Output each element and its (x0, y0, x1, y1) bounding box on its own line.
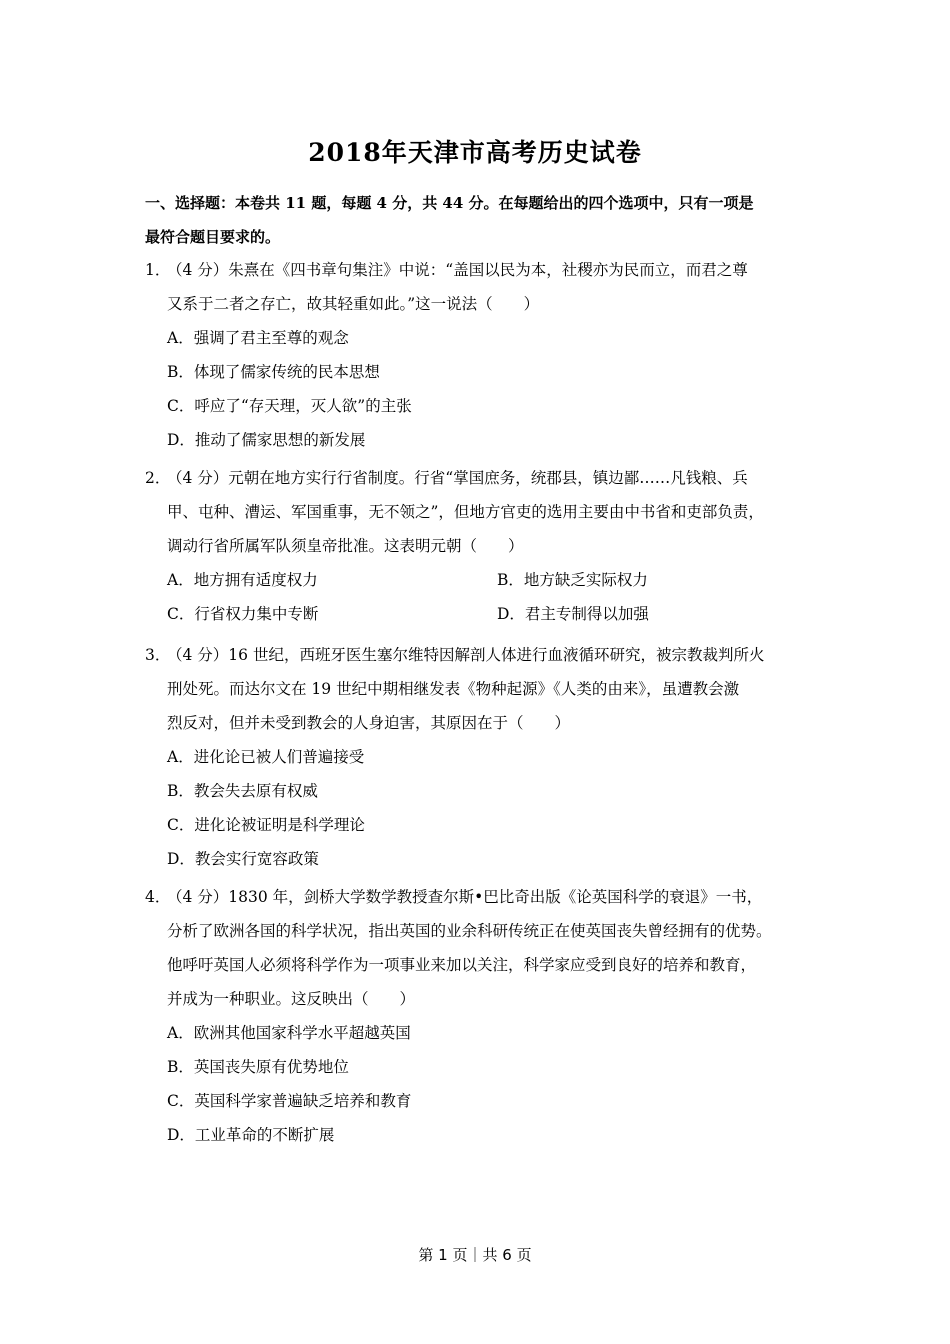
page-title: 2018年天津市高考历史试卷 (308, 138, 642, 167)
option-d: D．君主专制得以加强 (497, 605, 649, 623)
stem-line: 又系于二者之存亡，故其轻重如此。”这一说法（ ） (167, 295, 540, 313)
question-stem (167, 253, 835, 321)
option-c: C．英国科学家普遍缺乏培养和教育 (167, 1092, 412, 1110)
question-stem (167, 638, 835, 740)
option-b: B．教会失去原有权威 (167, 782, 318, 800)
option-a: A．强调了君主至尊的观念 (167, 329, 349, 347)
option-row (167, 563, 835, 597)
option-c: C．行省权力集中专断 (167, 605, 319, 623)
option-c: C．进化论被证明是科学理论 (167, 816, 365, 834)
stem-line: （4 分）元朝在地方实行行省制度。行省“掌国庶务，统郡县，镇边鄙……凡钱粮、兵 (167, 469, 748, 487)
option-d: D．推动了儒家思想的新发展 (167, 431, 366, 449)
stem-line: 他呼吁英国人必须将科学作为一项事业来加以关注，科学家应受到良好的培养和教育， (167, 956, 757, 974)
section-heading-line-2: 最符合题目要求的。 (145, 228, 281, 246)
question-2 (145, 461, 835, 631)
option-c: C．呼应了“存天理，灭人欲”的主张 (167, 397, 412, 415)
stem-line: 调动行省所属军队须皇帝批准。这表明元朝（ ） (167, 537, 524, 555)
question-number: 1． (145, 261, 171, 279)
stem-line: 烈反对，但并未受到教会的人身迫害，其原因在于（ ） (167, 714, 571, 732)
options (167, 563, 835, 631)
question-number: 2． (145, 469, 171, 487)
option-a: A．欧洲其他国家科学水平超越英国 (167, 1024, 411, 1042)
question-stem (167, 461, 835, 563)
option-d: D．工业革命的不断扩展 (167, 1126, 335, 1144)
option-b: B．英国丧失原有优势地位 (167, 1058, 349, 1076)
options (167, 740, 835, 876)
page-footer: 第 1 页｜共 6 页 (418, 1246, 532, 1264)
question-3 (145, 638, 835, 876)
section-heading (145, 186, 825, 254)
stem-line: 并成为一种职业。这反映出（ ） (167, 990, 416, 1008)
options (167, 321, 835, 457)
stem-line: （4 分）朱熹在《四书章句集注》中说：“盖国以民为本，社稷亦为民而立，而君之尊 (167, 261, 748, 279)
question-number: 4． (145, 888, 171, 906)
stem-line: 分析了欧洲各国的科学状况，指出英国的业余科研传统正在使英国丧失曾经拥有的优势。 (167, 922, 772, 940)
question-1 (145, 253, 835, 457)
stem-line: （4 分）1830 年，剑桥大学数学教授查尔斯•巴比奇出版《论英国科学的衰退》一书， (167, 888, 763, 906)
stem-line: （4 分）16 世纪，西班牙医生塞尔维特因解剖人体进行血液循环研究，被宗教裁判所火 (167, 646, 765, 664)
option-d: D．教会实行宽容政策 (167, 850, 319, 868)
question-stem (167, 880, 835, 1016)
options (167, 1016, 835, 1152)
option-a: A．地方拥有适度权力 (167, 571, 318, 589)
question-number: 3． (145, 646, 171, 664)
stem-line: 刑处死。而达尔文在 19 世纪中期相继发表《物种起源》《人类的由来》，虽遭教会激 (167, 680, 740, 698)
stem-line: 甲、屯种、漕运、军国重事，无不领之”，但地方官吏的选用主要由中书省和吏部负责， (167, 503, 764, 521)
option-b: B．体现了儒家传统的民本思想 (167, 363, 380, 381)
option-b: B．地方缺乏实际权力 (497, 571, 648, 589)
section-heading-line-1: 一、选择题：本卷共 11 题，每题 4 分，共 44 分。在每题给出的四个选项中，只有一项是 (145, 194, 754, 212)
question-4 (145, 880, 835, 1152)
option-a: A．进化论已被人们普遍接受 (167, 748, 365, 766)
option-row (167, 597, 835, 631)
